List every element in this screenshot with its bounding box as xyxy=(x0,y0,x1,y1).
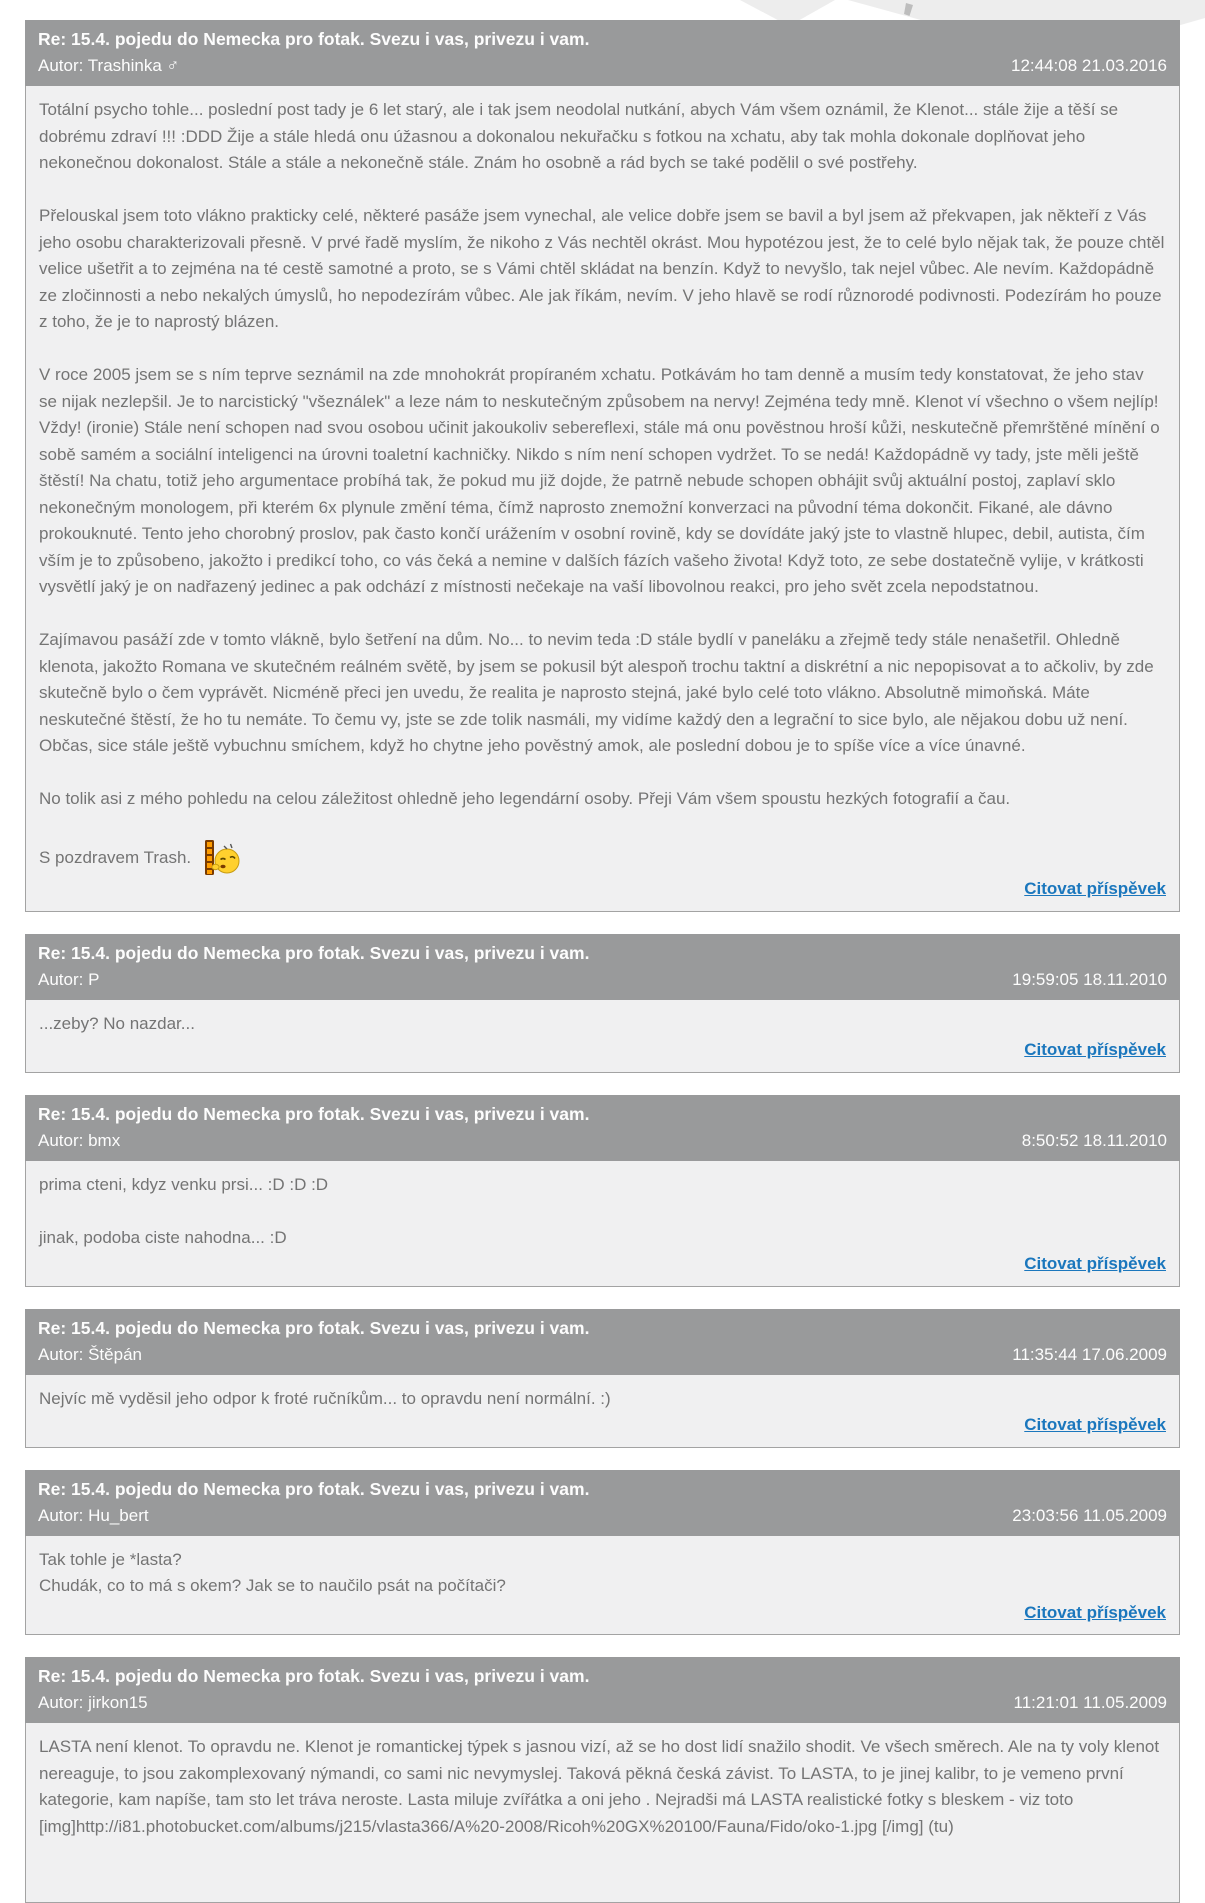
author-name: Štěpán xyxy=(88,1344,142,1364)
post-meta xyxy=(38,968,1167,991)
post-timestamp: 12:44:08 21.03.2016 xyxy=(1011,56,1167,75)
author-label: Autor: xyxy=(38,969,84,989)
post-header xyxy=(25,1657,1180,1723)
post-paragraph: LASTA není klenot. To opravdu ne. Klenot je romantickej týpek s jasnou vizí, až se ho dost lidí snažilo shodit. Ve všech směrech. Ale na ty voly klenot nereaguje, to jsou zakomplexovaný nýmandi, co sami nic nevymyslej. Taková pěkná česká závist. To LASTA, to je jinej kalibr, to je vemeno první kategorie, kam napíše, tam sto let tráva neroste. Lasta miluje zvířátka a oni jeho . Nejradši má LASTA realistické fotky s bleskem - viz toto [img]http://i81.photobucket.com/albums/j215/vlasta366/A%20-2008/Ricoh%20GX%20100/Fauna/Fido/oko-1.jpg [/img] (tu) xyxy=(39,1737,1160,1836)
post-author xyxy=(38,968,99,991)
post-timestamp: 11:35:44 17.06.2009 xyxy=(1012,1344,1167,1364)
post-header xyxy=(25,1470,1180,1536)
author-name: Hu_bert xyxy=(88,1505,149,1525)
signature-text: S pozdravem Trash. xyxy=(39,848,192,867)
post-meta xyxy=(38,1129,1167,1152)
post-paragraph: Zajímavou pasáží zde v tomto vlákně, bylo šetření na dům. No... to nevim teda :D stále bydlí v paneláku a zřejmě tedy stále nenašetřil. Ohledně klenota, jakožto Romana ve skutečném reálném světě, by jsem se pokusil být alespoň trochu taktní a diskrétní a nic nepopisovat a to ačkoliv, by zde skutečně bylo o čem vyprávět. Nicméně přeci jen uvedu, že realita je naprosto stejná, jaké bylo celé toto vlákno. Absolutně mimoňská. Máte neskutečné štěstí, že ho tu nemáte. To čemu vy, jste se zde tolik nasmáli, my vidíme každý den a legrační to sice bylo, ale nějakou dobu už není. Občas, sice stále ještě vybuchnu smíchem, když ho chytne jeho pověstný amok, ale poslední dobou je to spíše více a více únavné. xyxy=(39,630,1154,755)
post-author xyxy=(38,1504,149,1527)
post-author xyxy=(38,1691,148,1714)
quote-post-link[interactable]: Citovat příspěvek xyxy=(1024,1602,1166,1622)
post-paragraph: Přelouskal jsem toto vlákno prakticky celé, některé pasáže jsem vynechal, ale velice dobře jsem se bavil a byl jsem až překvapen, jak někteří z Vás jeho osobu charakterizovali přesně. V prvé řadě myslím, že nikoho z Vás nechtěl okrást. Mou hypotézou jest, že to celé bylo nějak tak, že pouze chtěl velice ušetřit a to zejména na té cestě samotné a proto, se s Vámi chtěl skládat na benzín. Když to nevyšlo, tak nejel vůbec. Ale nevím. Každopádně ze zločinnosti a nebo nekalých úmyslů, ho nepodezírám vůbec. Ale jak říkám, nevím. V jeho hlavě se rodí různorodé podivnosti. Podezírám ho pouze z toho, že je to naprostý blázen. xyxy=(39,206,1165,331)
post-line: Tak tohle je *lasta? xyxy=(39,1549,182,1569)
post-body xyxy=(25,1161,1180,1287)
post-header xyxy=(25,934,1180,1000)
quote-row xyxy=(39,1600,1166,1627)
post-author xyxy=(38,54,179,77)
post-paragraph: V roce 2005 jsem se s ním teprve seznámil na zde mnohokrát propíraném xchatu. Potkávám ho tam denně a musím tedy konstatovat, že jeho stav se nijak nezlepšil. Je to narcistický "všeználek" a leze nám to neskutečným způsobem na nervy! Zejména tedy mně. Klenot ví všechno o všem nejlíp! Vždy! (ironie) Stále není schopen nad svou osobou učinit jakoukoliv sebereflexi, stále má onu pověstnou hroší kůži, neskutečně přemrštěné mínění o sobě samém a sociální inteligenci na úrovni toaletní kachničky. Nikdo s ním není schopen vydržet. To se nedá! Každopádně vy tady, jste měli ještě štěstí! Na chatu, totiž jeho argumentace probíhá tak, že pokud mu již dojde, že patrně nebude schopen obhájit svůj aktuální postoj, zaplaví sklo nekonečným monologem, při kterém 6x plynule změní téma, čímž naprosto znemožní konverzaci na původní téma dokončit. Fikané, ale dávno prokouknuté. Tento jeho chorobný proslov, pak často končí urážením v osobní rovině, kdy se dovídáte jaký jste to vlastně hlupec, debil, autista, čím vším je to způsobeno, jakožto i predikcí toho, co vás čeká a nemine v dalších fázích vašeho života! Když toto, ze sebe dostatečně vylije, v krátkosti vysvětlí jaký je on nadřazený jedinec a pak odchází z místnosti nečekaje na vaší libovolnou reakci, pro jeho svět zcela nepodstatnou. xyxy=(39,365,1160,596)
forum-post xyxy=(25,1470,1180,1636)
post-header xyxy=(25,1309,1180,1375)
post-body xyxy=(25,86,1180,912)
post-body xyxy=(25,1536,1180,1636)
post-title: Re: 15.4. pojedu do Nemecka pro fotak. Svezu i vas, privezu i vam. xyxy=(38,1666,590,1686)
quote-row xyxy=(39,1251,1166,1278)
post-author xyxy=(38,1129,120,1152)
author-label: Autor: xyxy=(38,1130,84,1150)
post-paragraph: No tolik asi z mého pohledu na celou záležitost ohledně jeho legendární osoby. Přeji Vám všem spoustu hezkých fotografií a čau. xyxy=(39,789,1011,808)
post-meta xyxy=(38,1691,1167,1714)
author-label: Autor: xyxy=(38,1505,84,1525)
post-paragraph: Nejvíc mě vyděsil jeho odpor k froté ručníkům... to opravdu není normální. :) xyxy=(39,1388,611,1408)
post-timestamp: 19:59:05 18.11.2010 xyxy=(1012,969,1167,989)
author-name: bmx xyxy=(88,1130,121,1150)
post-title: Re: 15.4. pojedu do Nemecka pro fotak. Svezu i vas, privezu i vam. xyxy=(38,1103,590,1124)
post-meta xyxy=(38,1343,1167,1366)
post-timestamp: 11:21:01 11.05.2009 xyxy=(1013,1693,1167,1712)
forum-post xyxy=(25,1095,1180,1287)
post-title: Re: 15.4. pojedu do Nemecka pro fotak. Svezu i vas, privezu i vam. xyxy=(38,942,590,963)
quote-post-link[interactable]: Citovat příspěvek xyxy=(1024,1254,1166,1273)
post-meta xyxy=(38,54,1167,77)
post-timestamp: 23:03:56 11.05.2009 xyxy=(1012,1505,1167,1525)
quote-post-link[interactable]: Citovat příspěvek xyxy=(1024,879,1166,898)
post-body xyxy=(25,1723,1180,1903)
quote-row xyxy=(39,876,1166,903)
post-header xyxy=(25,1095,1180,1161)
post-title: Re: 15.4. pojedu do Nemecka pro fotak. Svezu i vas, privezu i vam. xyxy=(38,1478,590,1499)
post-header xyxy=(25,20,1180,86)
author-label: Autor: xyxy=(38,1693,84,1712)
post-line: Chudák, co to má s okem? Jak se to naučilo psát na počítači? xyxy=(39,1576,506,1595)
forum-post xyxy=(25,934,1180,1073)
post-paragraph xyxy=(39,1547,1166,1600)
quote-post-link[interactable]: Citovat příspěvek xyxy=(1024,1040,1166,1059)
post-paragraph: ...zeby? No nazdar... xyxy=(39,1013,195,1033)
post-paragraph: Totální psycho tohle... poslední post tady je 6 let starý, ale i tak jsem neodolal nutkání, abych Vám všem oznámil, že Klenot... stále žije a těší se dobrému zdraví !!! :DDD Žije a stále hledá onu úžasnou a dokonalou nekuřačku s fotkou na xchatu, aby tak mohla dokonale doplňovat jeho nekonečnou dokonalost. Stále a stále a nekonečně stále. Znám ho osobně a rád bych se také podělil o své postřehy. xyxy=(39,100,1119,172)
headbang-smiley-icon xyxy=(191,839,241,876)
author-label: Autor: xyxy=(38,56,84,75)
post-signature xyxy=(39,839,1166,876)
post-timestamp: 8:50:52 18.11.2010 xyxy=(1021,1130,1167,1150)
author-name: jirkon15 xyxy=(88,1693,148,1712)
post-meta xyxy=(38,1504,1167,1527)
author-label: Autor: xyxy=(38,1344,84,1364)
post-paragraph: prima cteni, kdyz venku prsi... :D :D :D xyxy=(39,1174,329,1194)
post-paragraph: jinak, podoba ciste nahodna... :D xyxy=(39,1227,287,1247)
author-name: Trashinka ♂ xyxy=(87,56,180,75)
author-name: P xyxy=(88,969,100,989)
forum-post xyxy=(25,1657,1180,1903)
quote-row xyxy=(39,1037,1166,1064)
quote-post-link[interactable]: Citovat příspěvek xyxy=(1024,1415,1166,1434)
post-author xyxy=(38,1343,142,1366)
post-body xyxy=(25,1375,1180,1448)
post-title: Re: 15.4. pojedu do Nemecka pro fotak. Svezu i vas, privezu i vam. xyxy=(38,29,590,49)
forum-post xyxy=(25,1309,1180,1448)
post-body xyxy=(25,1000,1180,1073)
forum-post xyxy=(25,20,1180,912)
post-title: Re: 15.4. pojedu do Nemecka pro fotak. Svezu i vas, privezu i vam. xyxy=(38,1317,590,1338)
quote-row xyxy=(39,1412,1166,1439)
